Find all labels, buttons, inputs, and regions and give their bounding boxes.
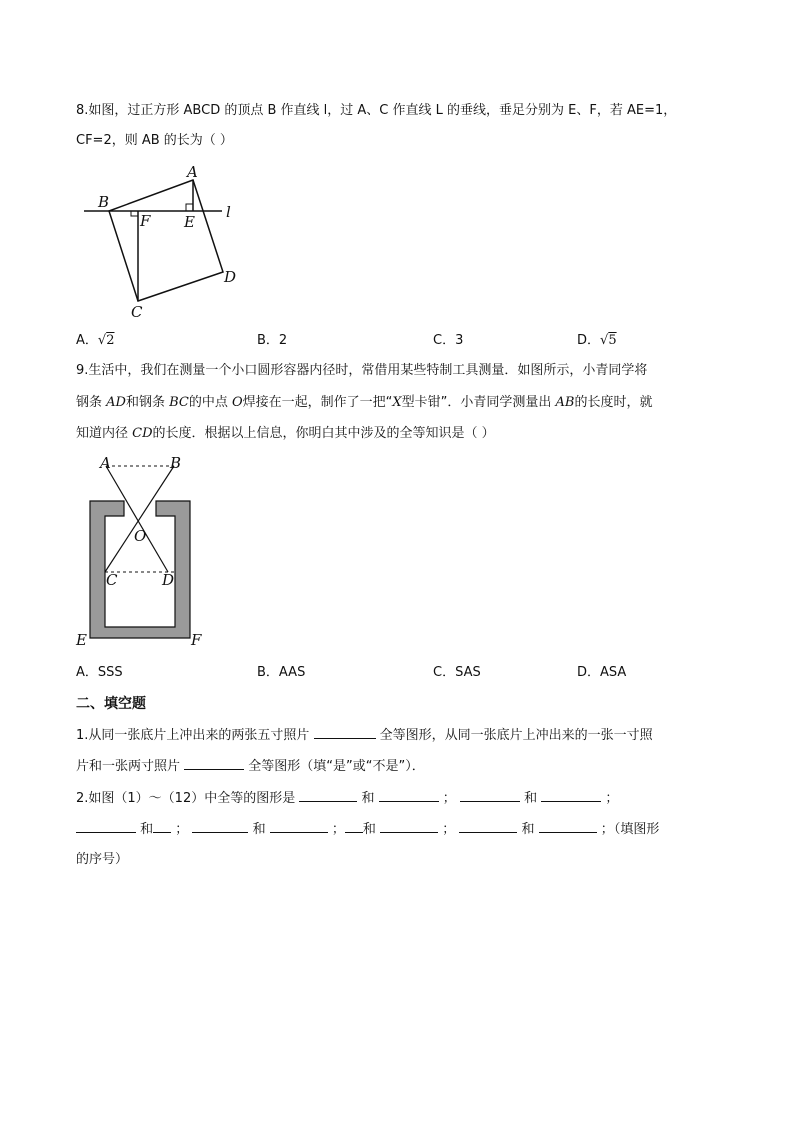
container-body — [90, 501, 190, 638]
answer-blank[interactable] — [539, 819, 597, 833]
q8-figure — [80, 160, 250, 320]
label-f: F — [140, 212, 151, 230]
fill2-line3: 的序号） — [76, 852, 129, 867]
label-a: A — [187, 163, 198, 181]
q8-line2: CF=2，则 AB 的长为（ ） — [76, 133, 233, 148]
answer-blank[interactable] — [153, 819, 171, 833]
right-angle-e — [186, 204, 193, 211]
answer-blank[interactable] — [192, 819, 248, 833]
q8-option-d: D．√5 — [577, 333, 617, 348]
section-title: 二、填空题 — [76, 696, 146, 712]
label-e: E — [184, 213, 195, 231]
answer-blank[interactable] — [541, 788, 601, 802]
fill1-line1: 1.从同一张底片上冲出来的两张五寸照片 全等图形，从同一张底片上冲出来的一张一寸照 — [76, 725, 653, 746]
q9-line3: 知道内径 CD的长度．根据以上信息，你明白其中涉及的全等知识是（ ） — [76, 426, 495, 441]
q8-line1: 8.如图，过正方形 ABCD 的顶点 B 作直线 l，过 A、C 作直线 L 的垂线，垂足分别为 E、F，若 AE=1， — [76, 103, 677, 118]
label-b: B — [170, 454, 182, 472]
q9-figure — [74, 452, 214, 648]
label-c: C — [106, 571, 118, 589]
q9-line2: 钢条 AD和钢条 BC的中点 O焊接在一起，制作了一把“X型卡钳”．小青同学测量出 AB的长度时，就 — [76, 395, 653, 410]
answer-blank[interactable] — [270, 819, 328, 833]
answer-blank[interactable] — [380, 819, 438, 833]
fill2-line2: 和 ； 和 ； 和 ； 和 ；（填图形 — [76, 819, 659, 840]
q8-option-b: B．2 — [257, 333, 288, 348]
fill2-line1: 2.如图（1）～（12）中全等的图形是 和 ； 和 ； — [76, 788, 618, 809]
q9-option-b: B．AAS — [257, 665, 306, 680]
answer-blank[interactable] — [299, 788, 357, 802]
q9-line1: 9.生活中，我们在测量一个小口圆形容器内径时，常借用某些特制工具测量．如图所示，小青同学将 — [76, 363, 648, 378]
label-b: B — [98, 193, 110, 211]
label-a: A — [100, 454, 111, 472]
label-f: F — [191, 631, 202, 648]
q8-option-c: C．3 — [433, 333, 464, 348]
fill1-line2: 片和一张两寸照片 全等图形（填“是”或“不是”）． — [76, 756, 425, 777]
answer-blank[interactable] — [184, 756, 244, 770]
label-c: C — [131, 303, 143, 320]
answer-blank[interactable] — [345, 819, 363, 833]
label-l: l — [226, 203, 231, 221]
answer-blank[interactable] — [460, 788, 520, 802]
label-d: D — [224, 268, 237, 286]
label-o: O — [134, 527, 147, 545]
answer-blank[interactable] — [76, 819, 136, 833]
q8-option-a: A．√2 — [76, 333, 115, 348]
label-d: D — [162, 571, 175, 589]
label-e: E — [76, 631, 87, 648]
q9-option-c: C．SAS — [433, 665, 481, 680]
q9-option-d: D．ASA — [577, 665, 627, 680]
answer-blank[interactable] — [459, 819, 517, 833]
square-abcd — [109, 180, 223, 301]
answer-blank[interactable] — [379, 788, 439, 802]
q9-option-a: A．SSS — [76, 665, 123, 680]
answer-blank[interactable] — [314, 725, 376, 739]
